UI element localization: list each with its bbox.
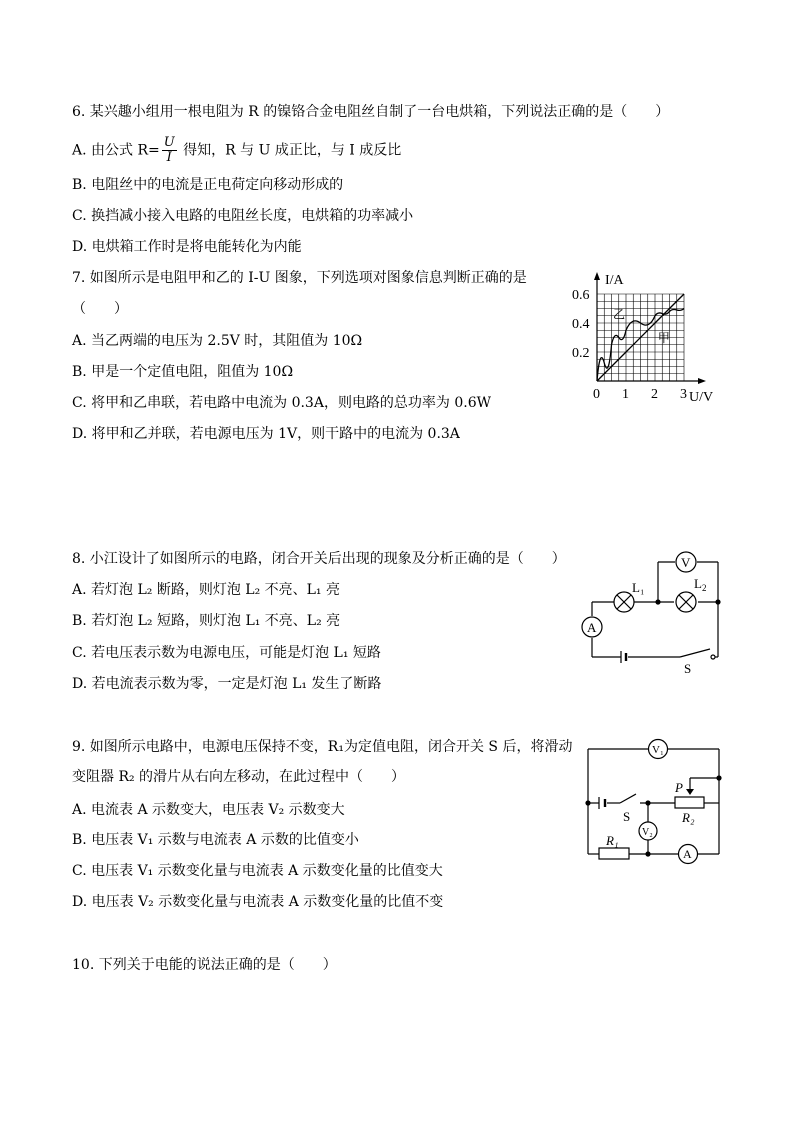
q6-option-c: C. 换挡减小接入电路的电阻丝长度，电烘箱的功率减小: [72, 208, 414, 224]
x-tick-label: 2: [651, 387, 658, 402]
q7-option-b: B. 甲是一个定值电阻，阻值为 10Ω: [72, 364, 294, 380]
q9-switch-label: S: [623, 809, 631, 824]
fraction-numerator: U: [163, 135, 175, 150]
chart-labels: [572, 273, 713, 405]
q8-voltmeter-label: V: [681, 555, 691, 570]
switch-contact: [711, 655, 715, 659]
q9-v1-label: V₁: [652, 744, 664, 756]
q9-r2-label: R₂: [682, 810, 695, 825]
q7-option-c: C. 将甲和乙串联，若电路中电流为 0.3A，则电路的总功率为 0.6W: [72, 395, 492, 411]
q7-paren: （ ）: [72, 301, 128, 317]
q9-circuit: [578, 735, 748, 870]
q7-stem: 7. 如图所示是电阻甲和乙的 I-U 图象，下列选项对图象信息判断正确的是: [72, 270, 527, 286]
junction-dot: [717, 776, 721, 780]
q8-battery-icon: [621, 651, 626, 663]
q6-stem: 6. 某兴趣小组用一根电阻为 R 的镍铬合金电阻丝自制了一台电烘箱，下列说法正确的是（ ）: [72, 104, 670, 120]
q8-l2-label: $L_2$: [694, 576, 707, 593]
q9-resistor-r1-icon: [599, 848, 629, 859]
formula-fraction: [162, 136, 177, 165]
q8-circuit: [570, 545, 740, 680]
q6-a-suffix: 得知，R 与 U 成正比，与 I 成反比: [178, 142, 402, 159]
fraction-denominator: I: [166, 150, 172, 165]
y-tick-label: 0.2: [572, 346, 590, 361]
q9-v2-label: V₂: [642, 827, 653, 838]
q8-option-d: D. 若电流表示数为零，一定是灯泡 L₁ 发生了断路: [72, 676, 382, 692]
q6-option-d: D. 电烘箱工作时是将电能转化为内能: [72, 239, 302, 255]
x-tick-label: 0: [593, 387, 600, 402]
q8-option-b: B. 若灯泡 L₂ 短路，则灯泡 L₁ 不亮、L₂ 亮: [72, 613, 341, 629]
y-axis-arrow-icon: [594, 272, 600, 280]
q9-option-d: D. 电压表 V₂ 示数变化量与电流表 A 示数变化量的比值不变: [72, 894, 444, 910]
q8-ammeter-label: A: [587, 620, 597, 635]
q8-lamp-l2-icon: [676, 592, 696, 612]
junction-dot: [646, 852, 650, 856]
q6-option-a: [72, 136, 401, 165]
q8-option-c: C. 若电压表示数为电源电压，可能是灯泡 L₁ 短路: [72, 645, 381, 661]
series-label: 乙: [612, 307, 625, 322]
y-axis-label: I/A: [605, 273, 624, 288]
junction-dot: [586, 801, 590, 805]
q6-a-prefix: A. 由公式 R=: [72, 142, 160, 159]
q8-switch-label: S: [684, 661, 692, 676]
q9-stem-line2: 变阻器 R₂ 的滑片从右向左移动，在此过程中（ ）: [72, 769, 406, 785]
q7-option-a: A. 当乙两端的电压为 2.5V 时，其阻值为 10Ω: [72, 333, 363, 349]
q9-option-a: A. 电流表 A 示数变大，电压表 V₂ 示数变大: [72, 802, 345, 818]
q8-stem: 8. 小江设计了如图所示的电路，闭合开关后出现的现象及分析正确的是（ ）: [72, 551, 566, 567]
q9-rheostat-r2-icon: [675, 797, 704, 808]
series-label: 甲: [657, 330, 670, 345]
x-axis-arrow-icon: [698, 378, 706, 384]
q9-p-label: P: [675, 780, 683, 795]
junction-dot: [656, 600, 660, 604]
q9-battery-icon: [599, 797, 605, 809]
q9-option-c: C. 电压表 V₁ 示数变化量与电流表 A 示数变化量的比值变大: [72, 863, 443, 879]
q9-option-b: B. 电压表 V₁ 示数与电流表 A 示数的比值变小: [72, 832, 359, 848]
y-tick-label: 0.6: [572, 288, 590, 303]
q9-slider-arrow-icon: [686, 789, 694, 795]
y-tick-label: 0.4: [572, 317, 590, 332]
q9-ammeter-label: A: [683, 847, 692, 861]
q7-option-d: D. 将甲和乙并联，若电源电压为 1V，则干路中的电流为 0.3A: [72, 426, 460, 442]
x-axis-label: U/V: [689, 390, 714, 405]
junction-dot: [646, 801, 650, 805]
q6-option-b: B. 电阻丝中的电流是正电荷定向移动形成的: [72, 177, 344, 193]
iu-chart: [560, 268, 740, 408]
junction-dot: [716, 600, 720, 604]
q8-lamp-l1-icon: [614, 592, 634, 612]
q9-stem-line1: 9. 如图所示电路中，电源电压保持不变，R₁为定值电阻，闭合开关 S 后，将滑动: [72, 739, 573, 755]
q8-l1-label: L₁: [632, 580, 645, 595]
q8-option-a: A. 若灯泡 L₂ 断路，则灯泡 L₂ 不亮、L₁ 亮: [72, 582, 340, 598]
x-tick-label: 1: [622, 387, 629, 402]
x-tick-label: 3: [680, 387, 687, 402]
q10-stem: 10. 下列关于电能的说法正确的是（ ）: [72, 957, 337, 973]
q9-r1-label: R₁: [606, 833, 619, 848]
